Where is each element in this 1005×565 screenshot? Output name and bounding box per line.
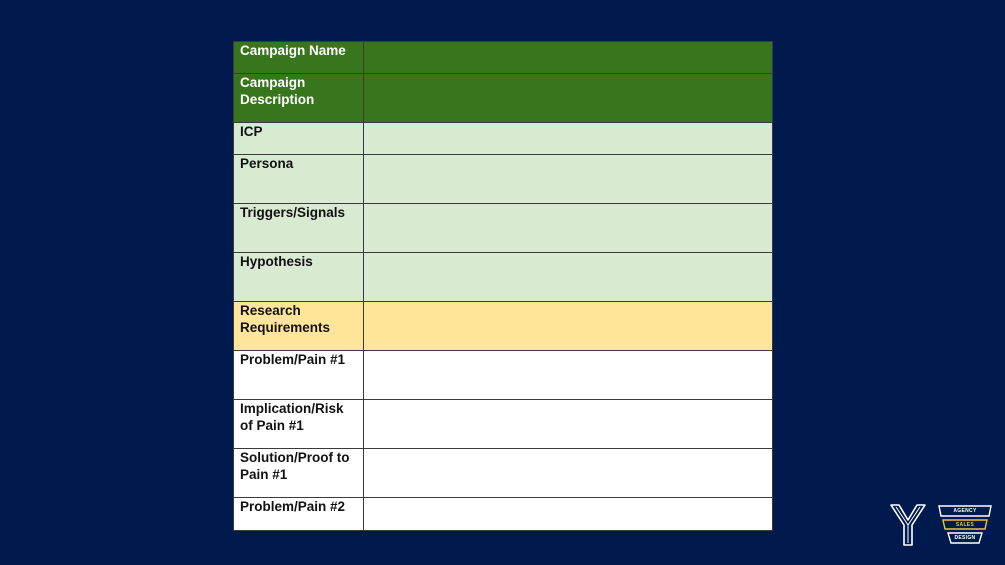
row-label: Campaign Name	[234, 42, 364, 74]
row-label: Research Requirements	[234, 302, 364, 351]
row-value-cell[interactable]	[364, 351, 773, 400]
row-label: Solution/Proof to Pain #1	[234, 449, 364, 498]
row-value-cell[interactable]	[364, 155, 773, 204]
table-row	[234, 449, 773, 498]
row-value-cell[interactable]	[364, 74, 773, 123]
row-value-cell[interactable]	[364, 400, 773, 449]
row-label: Campaign Description	[234, 74, 364, 123]
table-row	[234, 204, 773, 253]
funnel-level-sales: SALES	[955, 522, 975, 528]
row-label: Problem/Pain #1	[234, 351, 364, 400]
row-value-cell[interactable]	[364, 498, 773, 531]
funnel-logo-icon	[937, 504, 993, 546]
row-value-cell[interactable]	[364, 42, 773, 74]
table-row	[234, 74, 773, 123]
row-label: Persona	[234, 155, 364, 204]
table-row	[234, 302, 773, 351]
y-logo-icon	[889, 503, 927, 547]
row-value-cell[interactable]	[364, 449, 773, 498]
row-label: Problem/Pain #2	[234, 498, 364, 531]
table-row	[234, 155, 773, 204]
row-value-cell[interactable]	[364, 204, 773, 253]
table-row	[234, 351, 773, 400]
row-value-cell[interactable]	[364, 253, 773, 302]
row-label: Triggers/Signals	[234, 204, 364, 253]
row-label: Implication/Risk of Pain #1	[234, 400, 364, 449]
table-row	[234, 498, 773, 531]
table-row	[234, 123, 773, 155]
row-label: ICP	[234, 123, 364, 155]
funnel-level-design: DESIGN	[954, 535, 976, 541]
row-value-cell[interactable]	[364, 123, 773, 155]
campaign-table	[233, 41, 773, 531]
funnel-level-agency: AGENCY	[953, 508, 977, 514]
row-label: Hypothesis	[234, 253, 364, 302]
row-value-cell[interactable]	[364, 302, 773, 351]
table-row	[234, 400, 773, 449]
table-row	[234, 253, 773, 302]
table-row	[234, 42, 773, 74]
